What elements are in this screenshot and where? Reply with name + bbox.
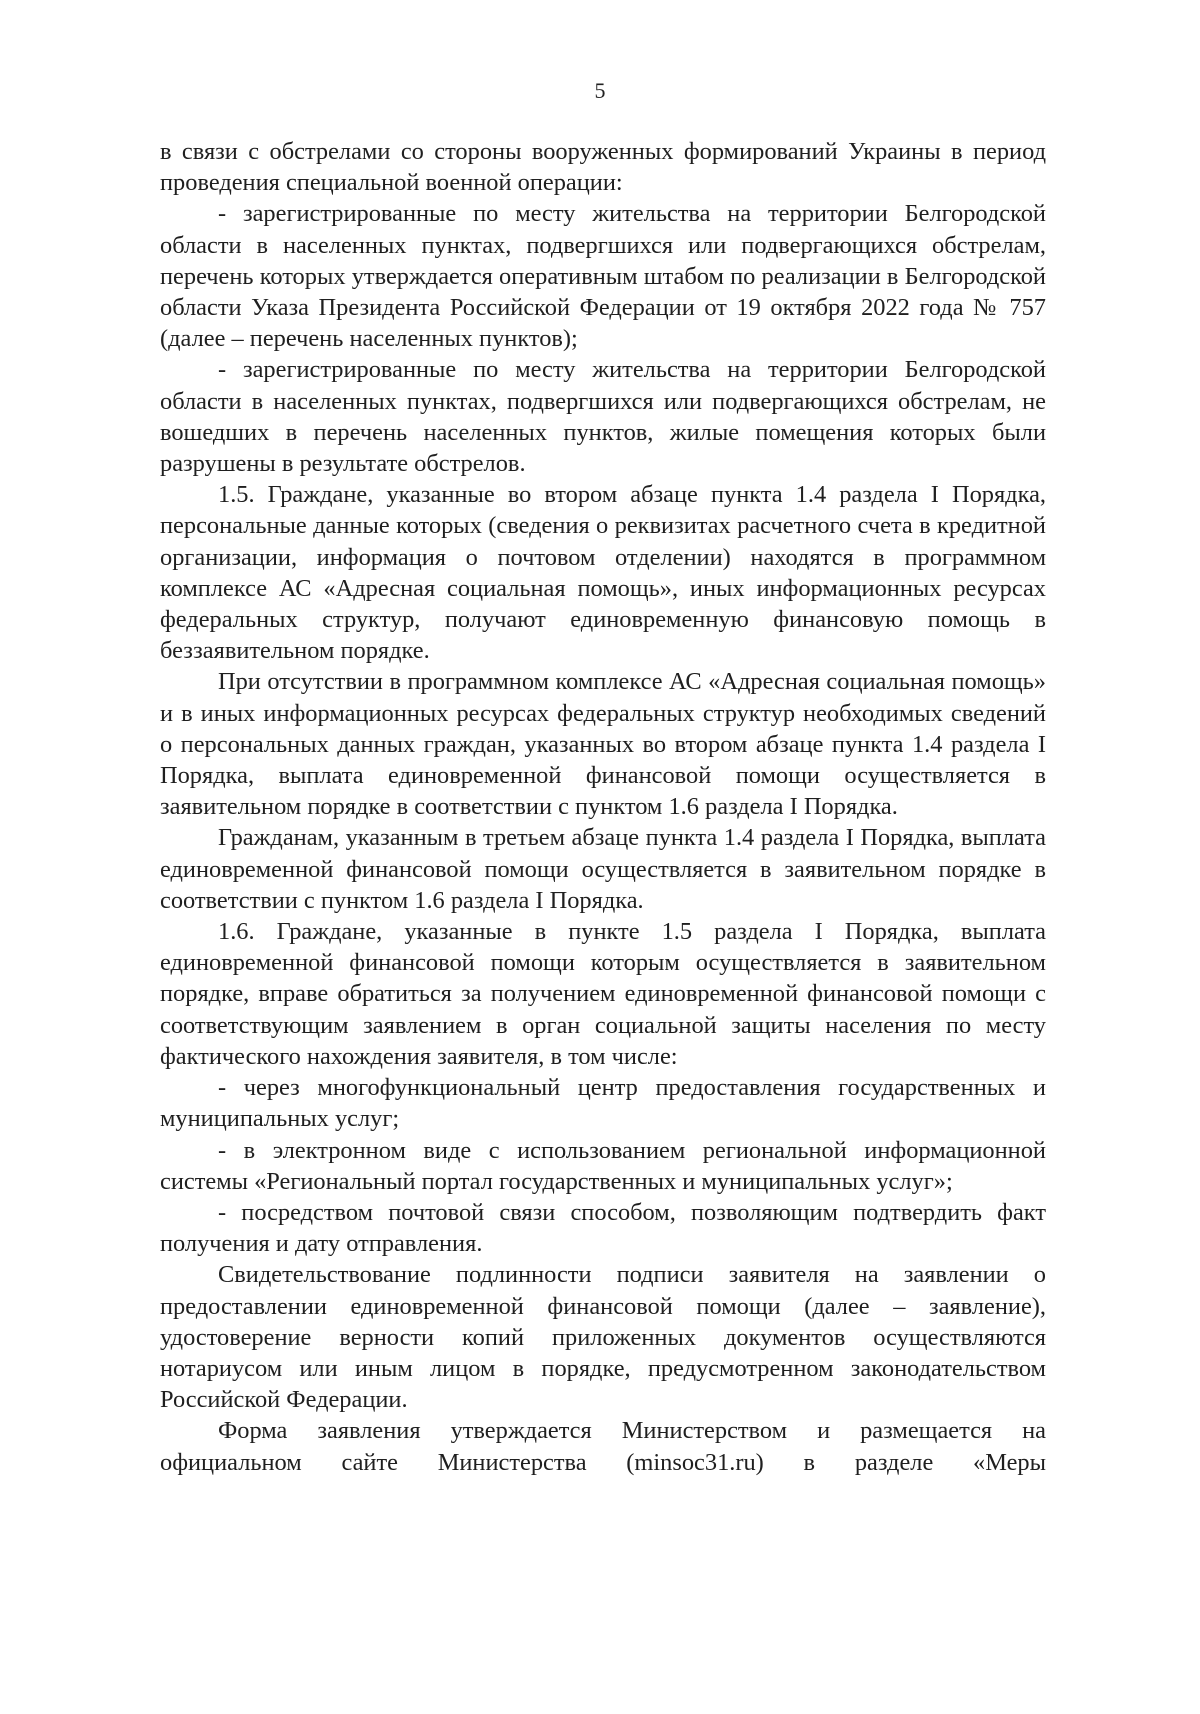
paragraph-absence-of-data: При отсутствии в программном комплексе АС «Адресная социальная помощь» и в иных информационных ресурсах федеральных структур необходимых сведений о персональных данных граждан, указанных во втором абзаце пункта 1.4 раздела I Порядка, выплата единовременной финансовой помощи осуществляется в заявительном порядке в соответствии с пунктом 1.6 раздела I Порядка.	[160, 668, 1046, 821]
paragraph-clause-1-5: 1.5. Граждане, указанные во втором абзаце пункта 1.4 раздела I Порядка, персональные данные которых (сведения о реквизитах расчетного счета в кредитной организации, информация о почтовом отделении) находятся в программном комплексе АС «Адресная социальная помощь», иных информационных ресурсах федеральных структур, получают единовременную финансовую помощь в беззаявительном порядке.	[160, 481, 1046, 665]
paragraph-clause-1-6: 1.6. Граждане, указанные в пункте 1.5 раздела I Порядка, выплата единовременной финансовой помощи которым осуществляется в заявительном порядке, вправе обратиться за получением единовременной финансовой помощи с соответствующим заявлением в орган социальной защиты населения по месту фактического нахождения заявителя, в том числе:	[160, 918, 1046, 1070]
paragraph-third-abzac-citizens: Гражданам, указанным в третьем абзаце пункта 1.4 раздела I Порядка, выплата единовременной финансовой помощи осуществляется в заявительном порядке в соответствии с пунктом 1.6 раздела I Порядка.	[160, 824, 1046, 914]
paragraph-intro: в связи с обстрелами со стороны вооруженных формирований Украины в период проведения специальной военной операции:	[160, 138, 1046, 197]
paragraph-list-item-registered-unlisted: - зарегистрированные по месту жительства на территории Белгородской области в населенных пунктах, подвергшихся или подвергающихся обстрелам, не вошедших в перечень населенных пунктов, жилые помещения которых были разрушены в результате обстрелов.	[160, 356, 1046, 478]
page-number: 5	[594, 78, 606, 103]
paragraph-list-item-registered-listed: - зарегистрированные по месту жительства на территории Белгородской области в населенных пунктах, подвергшихся или подвергающихся обстрелам, перечень которых утверждается оперативным штабом по реализации в Белгородской области Указа Президента Российской Федерации от 19 октября 2022 года № 757 (далее – перечень населенных пунктов);	[160, 200, 1046, 353]
paragraph-list-item-postal: - посредством почтовой связи способом, позволяющим подтвердить факт получения и дату отправления.	[160, 1198, 1046, 1258]
paragraph-list-item-electronic: - в электронном виде с использованием региональной информационной системы «Региональный портал государственных и муниципальных услуг»;	[160, 1136, 1046, 1195]
paragraph-application-form: Форма заявления утверждается Министерством и размещается на официальном сайте Министерства (minsoc31.ru) в разделе «Меры	[160, 1417, 1046, 1476]
paragraph-signature-certification: Свидетельствование подлинности подписи заявителя на заявлении о предоставлении единовременной финансовой помощи (далее – заявление), удостоверение верности копий приложенных документов осуществляются нотариусом или иным лицом в порядке, предусмотренном законодательством Российской Федерации.	[160, 1261, 1046, 1414]
paragraph-list-item-mfc: - через многофункциональный центр предоставления государственных и муниципальных услуг;	[160, 1074, 1046, 1133]
document-body	[160, 136, 1046, 1478]
